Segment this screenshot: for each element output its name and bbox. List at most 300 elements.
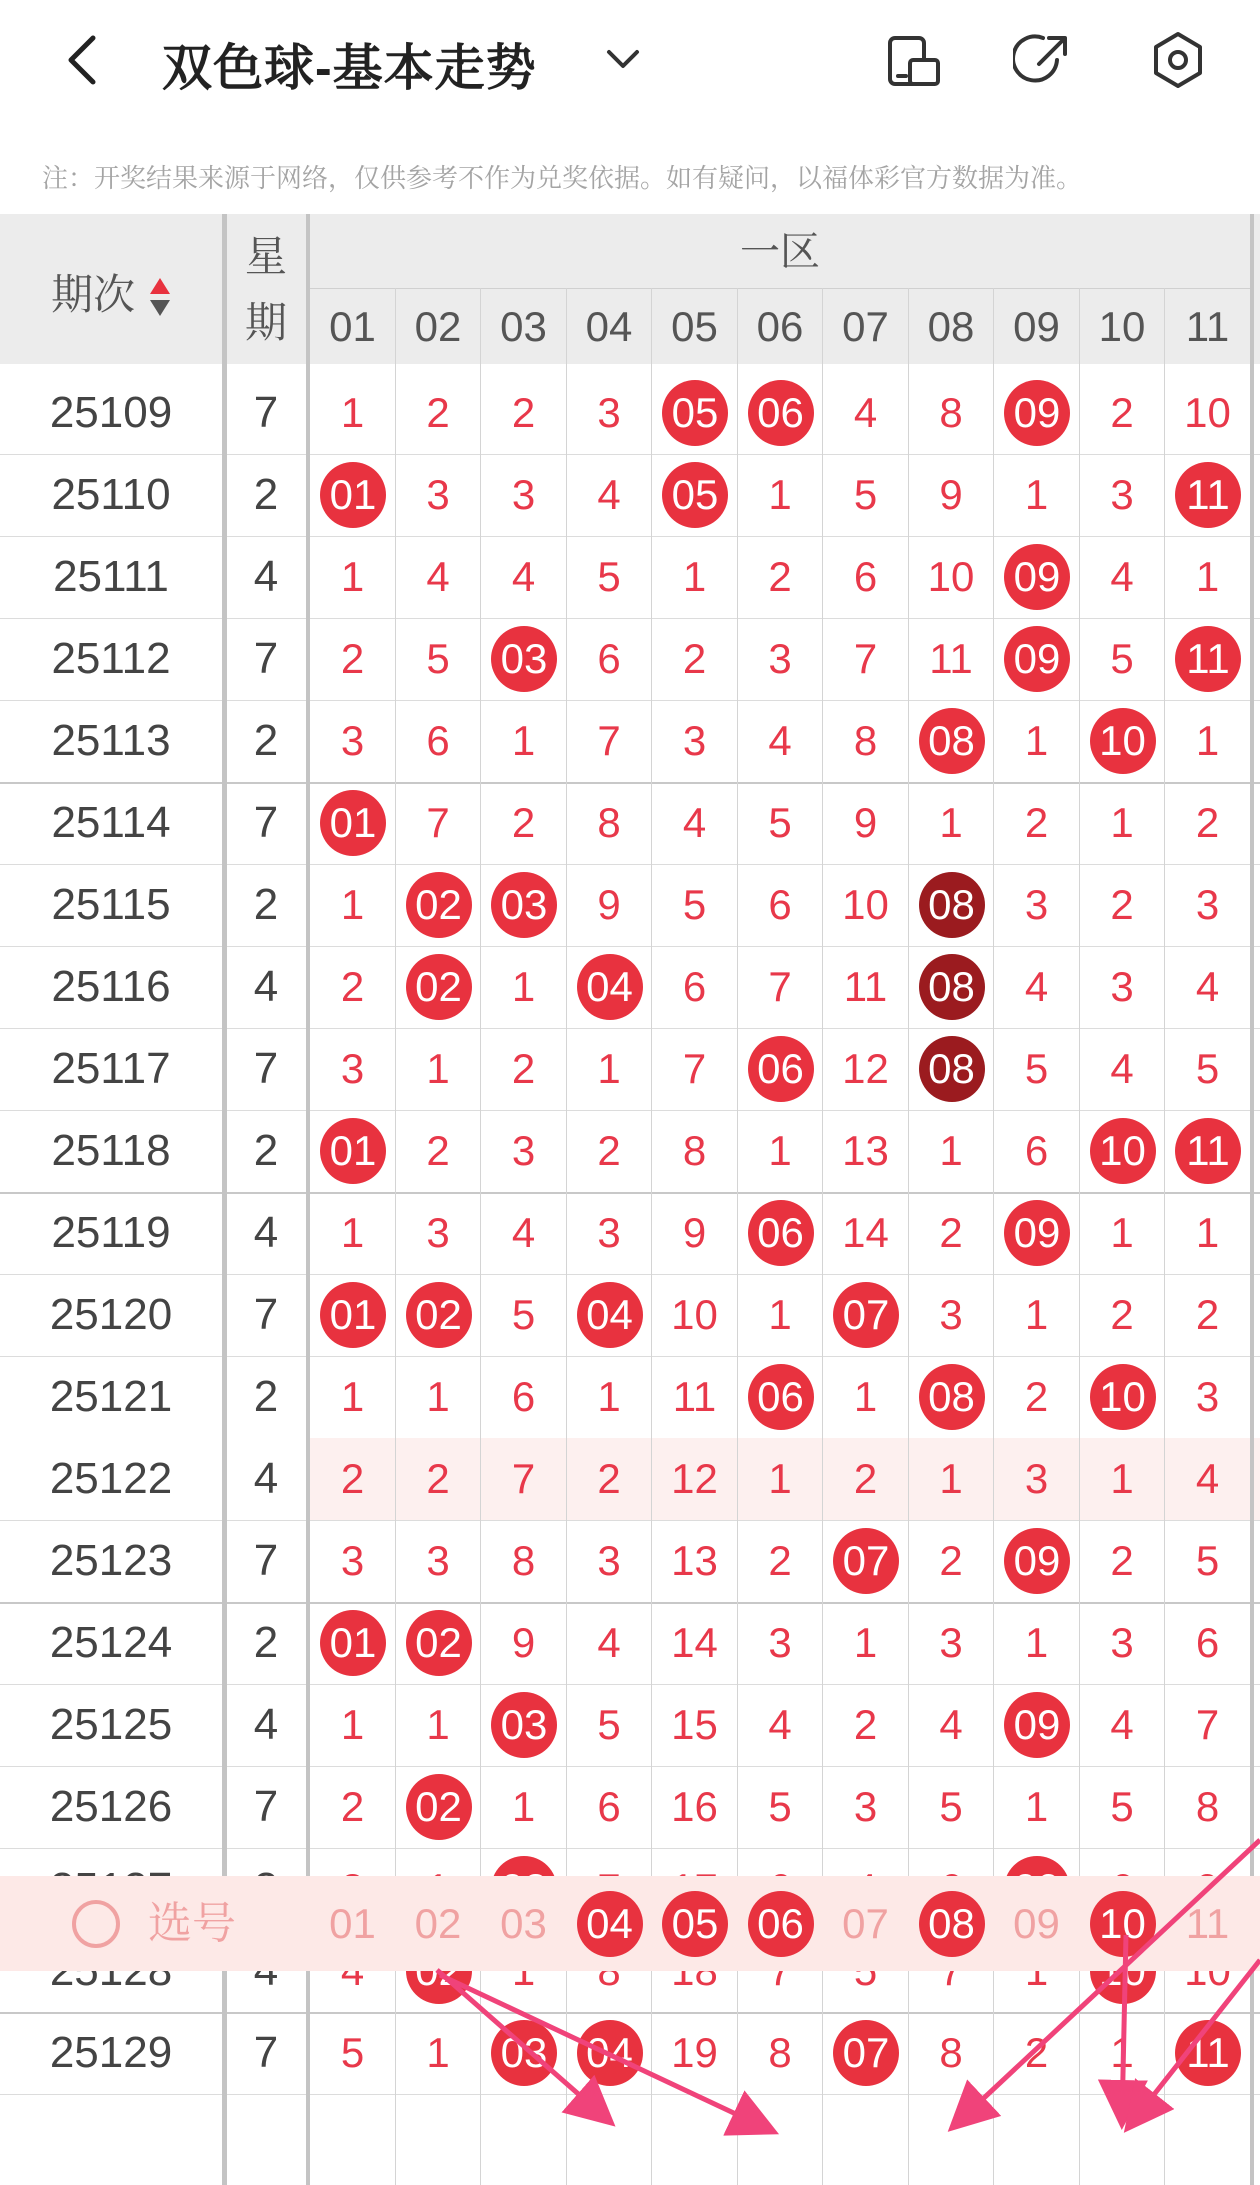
drawn-ball: 06	[748, 1036, 814, 1102]
miss-count: 1	[340, 881, 365, 928]
drawn-ball: 03	[491, 872, 557, 938]
miss-count: 8	[768, 2029, 792, 2076]
miss-count: 4	[1110, 1045, 1134, 1092]
row-issue: 25113	[51, 716, 171, 765]
miss-count: 3	[1024, 881, 1049, 928]
miss-count: 1	[682, 553, 707, 600]
miss-count: 6	[1195, 1619, 1220, 1666]
miss-count: 3	[1110, 471, 1134, 518]
drawn-ball: 06	[748, 380, 814, 446]
col-number-04: 04	[585, 303, 633, 350]
row-weekday: 2	[253, 1618, 279, 1667]
col-number-09: 09	[1013, 303, 1060, 350]
miss-count: 1	[340, 553, 365, 600]
table-row	[0, 536, 1260, 618]
miss-count: 6	[768, 881, 792, 928]
select-number[interactable]: 09	[1013, 1900, 1060, 1947]
col-issue-label: 期次	[51, 271, 136, 318]
row-weekday: 2	[253, 880, 279, 929]
miss-count: 1	[1195, 717, 1220, 764]
miss-count: 1	[597, 1045, 621, 1092]
miss-count: 11	[843, 963, 888, 1010]
col-number-03: 03	[500, 303, 547, 350]
miss-count: 8	[597, 799, 621, 846]
miss-count: 1	[1110, 799, 1134, 846]
miss-count: 13	[671, 1537, 718, 1584]
drawn-ball: 07	[833, 2020, 899, 2086]
selected-number-ball[interactable]: 04	[577, 1891, 643, 1957]
row-issue: 25129	[49, 2028, 173, 2077]
drawn-ball: 05	[662, 462, 728, 528]
col-number-05: 05	[671, 303, 718, 350]
drawn-ball: 11	[1175, 1118, 1241, 1184]
miss-count: 14	[842, 1209, 889, 1256]
row-weekday: 4	[253, 1700, 279, 1749]
miss-count: 5	[1195, 1045, 1220, 1092]
miss-count: 8	[853, 717, 878, 764]
miss-count: 1	[1110, 1209, 1134, 1256]
miss-count: 2	[511, 389, 536, 436]
miss-count: 2	[1024, 2029, 1049, 2076]
miss-count: 6	[597, 1783, 621, 1830]
miss-count: 10	[927, 553, 975, 600]
drawn-ball: 10	[1090, 1118, 1156, 1184]
table-row	[0, 1192, 1260, 1274]
miss-count: 3	[597, 389, 621, 436]
row-weekday: 7	[253, 634, 279, 683]
drawn-ball: 10	[1090, 708, 1156, 774]
drawn-ball: 08	[919, 1364, 985, 1430]
miss-count: 4	[597, 471, 621, 518]
miss-count: 5	[426, 635, 450, 682]
row-issue: 25110	[51, 470, 171, 519]
col-number-10: 10	[1098, 303, 1146, 350]
page-title[interactable]: 双色球-基本走势	[162, 40, 537, 96]
miss-count: 1	[340, 1373, 365, 1420]
select-toggle-icon[interactable]	[72, 1900, 120, 1948]
row-issue: 25111	[53, 552, 169, 601]
drawn-ball: 02	[406, 1610, 472, 1676]
miss-count: 4	[426, 553, 450, 600]
app-header	[0, 0, 1260, 130]
miss-count: 12	[842, 1045, 889, 1092]
drawn-ball: 09	[1004, 1200, 1070, 1266]
miss-count: 5	[1024, 1045, 1049, 1092]
drawn-ball: 01	[320, 790, 386, 856]
miss-count: 3	[511, 1127, 536, 1174]
table-row	[0, 1356, 1260, 1438]
select-number[interactable]: 02	[414, 1900, 462, 1947]
miss-count: 3	[597, 1209, 621, 1256]
row-weekday: 2	[253, 1372, 279, 1421]
miss-count: 2	[1110, 389, 1134, 436]
selected-number-ball[interactable]: 06	[748, 1891, 814, 1957]
miss-count: 1	[853, 1373, 878, 1420]
miss-count: 3	[597, 1537, 621, 1584]
miss-count: 4	[682, 799, 707, 846]
miss-count: 2	[426, 1455, 450, 1502]
table-row	[0, 1520, 1260, 1602]
miss-count: 9	[597, 881, 621, 928]
row-weekday: 7	[253, 1782, 279, 1831]
drawn-ball: 02	[406, 954, 472, 1020]
miss-count: 2	[340, 963, 365, 1010]
miss-count: 8	[939, 389, 963, 436]
miss-count: 4	[597, 1619, 621, 1666]
drawn-ball: 08	[919, 708, 985, 774]
layout-icon[interactable]	[884, 30, 944, 90]
miss-count: 3	[1195, 881, 1220, 928]
row-issue: 25115	[51, 880, 171, 929]
miss-count: 6	[1024, 1127, 1049, 1174]
miss-count: 12	[671, 1455, 718, 1502]
miss-count: 1	[426, 2029, 450, 2076]
miss-count: 13	[842, 1127, 889, 1174]
table-row	[0, 1684, 1260, 1766]
row-issue: 25119	[51, 1208, 171, 1257]
miss-count: 1	[1110, 1455, 1134, 1502]
miss-count: 1	[1024, 1619, 1049, 1666]
row-issue: 25114	[51, 798, 171, 847]
miss-count: 2	[426, 389, 450, 436]
miss-count: 2	[768, 553, 792, 600]
drawn-ball: 02	[406, 1282, 472, 1348]
miss-count: 6	[853, 553, 878, 600]
miss-count: 19	[671, 2029, 718, 2076]
row-issue: 25123	[49, 1536, 173, 1585]
row-weekday: 7	[253, 1290, 279, 1339]
drawn-ball: 09	[1004, 1692, 1070, 1758]
row-issue: 25124	[49, 1618, 173, 1667]
miss-count: 4	[768, 717, 792, 764]
miss-count: 2	[511, 1045, 536, 1092]
miss-count: 2	[939, 1537, 963, 1584]
drawn-ball: 08	[919, 872, 985, 938]
row-issue: 25112	[51, 634, 171, 683]
miss-count: 1	[426, 1701, 450, 1748]
row-issue: 25126	[49, 1782, 173, 1831]
zone-label: 一区	[740, 230, 820, 274]
row-issue: 25116	[51, 962, 171, 1011]
drawn-ball: 03	[491, 626, 557, 692]
miss-count: 3	[1110, 963, 1134, 1010]
col-number-07: 07	[842, 303, 889, 350]
miss-count: 4	[1024, 963, 1049, 1010]
miss-count: 3	[511, 471, 536, 518]
miss-count: 8	[511, 1537, 536, 1584]
miss-count: 3	[426, 1537, 450, 1584]
drawn-ball: 01	[320, 1118, 386, 1184]
miss-count: 1	[340, 1209, 365, 1256]
row-weekday: 4	[253, 962, 279, 1011]
miss-count: 7	[853, 635, 878, 682]
miss-count: 8	[939, 2029, 963, 2076]
drawn-ball: 07	[833, 1282, 899, 1348]
miss-count: 1	[768, 1455, 792, 1502]
row-issue: 25118	[51, 1126, 171, 1175]
drawn-ball: 01	[320, 462, 386, 528]
drawn-ball: 02	[406, 1774, 472, 1840]
miss-count: 14	[671, 1619, 718, 1666]
miss-count: 2	[1024, 1373, 1049, 1420]
drawn-ball: 09	[1004, 544, 1070, 610]
miss-count: 3	[426, 1209, 450, 1256]
miss-count: 3	[939, 1619, 963, 1666]
miss-count: 3	[1110, 1619, 1134, 1666]
miss-count: 7	[1195, 1701, 1220, 1748]
miss-count: 5	[1195, 1537, 1220, 1584]
row-weekday: 7	[253, 1536, 279, 1585]
row-issue: 25117	[51, 1044, 171, 1093]
row-weekday: 2	[253, 1126, 279, 1175]
row-weekday: 2	[253, 470, 279, 519]
selected-number-ball[interactable]: 08	[919, 1891, 985, 1957]
table-row	[0, 946, 1260, 1028]
drawn-ball: 10	[1090, 1364, 1156, 1430]
select-number[interactable]: 07	[842, 1900, 889, 1947]
miss-count: 2	[511, 799, 536, 846]
miss-count: 2	[1110, 1537, 1134, 1584]
miss-count: 4	[511, 1209, 536, 1256]
miss-count: 1	[1024, 1783, 1049, 1830]
miss-count: 4	[939, 1701, 963, 1748]
miss-count: 2	[1110, 881, 1134, 928]
sort-icon[interactable]	[149, 276, 171, 320]
miss-count: 4	[1195, 963, 1220, 1010]
miss-count: 7	[511, 1455, 536, 1502]
miss-count: 2	[768, 1537, 792, 1584]
miss-count: 3	[682, 717, 707, 764]
select-number[interactable]: 11	[1185, 1900, 1230, 1947]
miss-count: 1	[597, 1373, 621, 1420]
miss-count: 6	[511, 1373, 536, 1420]
miss-count: 2	[1195, 1291, 1220, 1338]
miss-count: 4	[511, 553, 536, 600]
drawn-ball: 04	[577, 1282, 643, 1348]
col-number-08: 08	[927, 303, 975, 350]
row-weekday: 7	[253, 388, 279, 437]
miss-count: 1	[1024, 471, 1049, 518]
miss-count: 1	[511, 963, 536, 1010]
col-issue-header[interactable]	[0, 262, 222, 322]
miss-count: 2	[682, 635, 707, 682]
row-weekday: 7	[253, 1044, 279, 1093]
miss-count: 1	[768, 1291, 792, 1338]
miss-count: 2	[426, 1127, 450, 1174]
miss-count: 2	[340, 1783, 365, 1830]
select-label[interactable]: 选号	[148, 1899, 236, 1948]
col-number-02: 02	[414, 303, 462, 350]
miss-count: 1	[1024, 717, 1049, 764]
drawn-ball: 11	[1175, 2020, 1241, 2086]
miss-count: 5	[597, 1701, 621, 1748]
drawn-ball: 08	[919, 1036, 985, 1102]
drawn-ball: 03	[491, 1692, 557, 1758]
miss-count: 10	[842, 881, 889, 928]
drawn-ball: 06	[748, 1200, 814, 1266]
miss-count: 2	[1024, 799, 1049, 846]
row-issue: 25122	[49, 1454, 173, 1503]
miss-count: 5	[768, 1783, 792, 1830]
row-issue: 25121	[49, 1372, 173, 1421]
miss-count: 5	[768, 799, 792, 846]
miss-count: 10	[671, 1291, 718, 1338]
miss-count: 1	[1195, 1209, 1220, 1256]
drawn-ball: 09	[1004, 380, 1070, 446]
row-weekday: 4	[253, 1208, 279, 1257]
miss-count: 3	[1195, 1373, 1220, 1420]
table-row	[0, 1438, 1260, 1520]
drawn-ball: 04	[577, 2020, 643, 2086]
miss-count: 2	[597, 1455, 621, 1502]
row-issue: 25120	[49, 1290, 173, 1339]
miss-count: 1	[426, 1045, 450, 1092]
miss-count: 1	[426, 1373, 450, 1420]
miss-count: 5	[511, 1291, 536, 1338]
miss-count: 3	[768, 1619, 792, 1666]
drawn-ball: 01	[320, 1282, 386, 1348]
miss-count: 3	[1024, 1455, 1049, 1502]
drawn-ball: 03	[491, 2020, 557, 2086]
miss-count: 6	[597, 635, 621, 682]
table-row	[0, 1602, 1260, 1684]
miss-count: 6	[682, 963, 707, 1010]
selected-number-ball[interactable]: 10	[1090, 1891, 1156, 1957]
miss-count: 9	[682, 1209, 707, 1256]
miss-count: 4	[768, 1701, 792, 1748]
table-row	[0, 372, 1260, 454]
drawn-ball: 01	[320, 1610, 386, 1676]
miss-count: 7	[682, 1045, 707, 1092]
drawn-ball: 11	[1175, 462, 1241, 528]
miss-count: 15	[671, 1701, 718, 1748]
miss-count: 5	[340, 2029, 365, 2076]
miss-count: 11	[672, 1373, 717, 1420]
selected-number-ball[interactable]: 05	[662, 1891, 728, 1957]
drawn-ball: 07	[833, 1528, 899, 1594]
miss-count: 7	[426, 799, 450, 846]
table-row	[0, 2012, 1260, 2094]
miss-count: 1	[1195, 553, 1220, 600]
miss-count: 3	[939, 1291, 963, 1338]
miss-count: 1	[939, 1127, 963, 1174]
table-row	[0, 864, 1260, 946]
table-row	[0, 618, 1260, 700]
miss-count: 2	[597, 1127, 621, 1174]
drawn-ball: 04	[577, 954, 643, 1020]
share-icon[interactable]	[1013, 30, 1073, 90]
row-weekday: 4	[253, 1454, 279, 1503]
row-weekday: 4	[253, 552, 279, 601]
drawn-ball: 11	[1175, 626, 1241, 692]
miss-count: 4	[1110, 553, 1134, 600]
table-row	[0, 700, 1260, 782]
drawn-ball: 05	[662, 380, 728, 446]
select-number[interactable]: 03	[500, 1900, 547, 1947]
col-number-06: 06	[756, 303, 804, 350]
miss-count: 3	[768, 635, 792, 682]
drawn-ball: 02	[406, 872, 472, 938]
chevron-down-icon[interactable]	[603, 38, 643, 78]
miss-count: 8	[1195, 1783, 1220, 1830]
miss-count: 7	[597, 717, 621, 764]
miss-count: 1	[340, 389, 365, 436]
drawn-ball: 09	[1004, 626, 1070, 692]
drawn-ball: 06	[748, 1364, 814, 1430]
miss-count: 2	[340, 1455, 365, 1502]
miss-count: 1	[853, 1619, 878, 1666]
miss-count: 5	[597, 553, 621, 600]
miss-count: 11	[929, 635, 973, 682]
table-row	[0, 1766, 1260, 1848]
table-row	[0, 1028, 1260, 1110]
miss-count: 1	[768, 471, 792, 518]
table-row	[0, 782, 1260, 864]
row-weekday: 2	[253, 716, 279, 765]
miss-count: 1	[1024, 1291, 1049, 1338]
miss-count: 6	[426, 717, 450, 764]
drawn-ball: 08	[919, 954, 985, 1020]
miss-count: 2	[1110, 1291, 1134, 1338]
miss-count: 3	[340, 717, 365, 764]
miss-count: 1	[939, 799, 963, 846]
miss-count: 1	[768, 1127, 792, 1174]
miss-count: 5	[1110, 1783, 1134, 1830]
disclaimer-note: 注：开奖结果来源于网络，仅供参考不作为兑奖依据。如有疑问，以福体彩官方数据为准。	[42, 163, 1083, 193]
table-row	[0, 1110, 1260, 1192]
miss-count: 4	[1195, 1455, 1220, 1502]
miss-count: 3	[340, 1045, 365, 1092]
miss-count: 2	[1195, 799, 1220, 846]
miss-count: 7	[768, 963, 792, 1010]
drawn-ball: 09	[1004, 1528, 1070, 1594]
miss-count: 3	[853, 1783, 878, 1830]
miss-count: 2	[853, 1455, 878, 1502]
row-issue: 25109	[49, 388, 173, 437]
table-row	[0, 1274, 1260, 1356]
miss-count: 9	[511, 1619, 536, 1666]
miss-count: 1	[511, 1783, 536, 1830]
table-row	[0, 454, 1260, 536]
settings-icon[interactable]	[1148, 30, 1208, 90]
col-number-11: 11	[1185, 303, 1230, 350]
col-weekday-header: 星 期	[244, 233, 287, 346]
miss-count: 9	[853, 799, 878, 846]
miss-count: 3	[340, 1537, 365, 1584]
miss-count: 4	[853, 389, 878, 436]
back-icon[interactable]	[55, 30, 115, 90]
miss-count: 1	[511, 717, 536, 764]
miss-count: 1	[1110, 2029, 1134, 2076]
select-number[interactable]: 01	[329, 1900, 376, 1947]
miss-count: 1	[340, 1701, 365, 1748]
col-number-01: 01	[329, 303, 376, 350]
miss-count: 2	[340, 635, 365, 682]
miss-count: 1	[939, 1455, 963, 1502]
miss-count: 4	[1110, 1701, 1134, 1748]
miss-count: 5	[853, 471, 878, 518]
miss-count: 8	[682, 1127, 707, 1174]
row-weekday: 7	[253, 2028, 279, 2077]
row-weekday: 7	[253, 798, 279, 847]
row-issue: 25125	[49, 1700, 173, 1749]
miss-count: 16	[671, 1783, 718, 1830]
miss-count: 5	[682, 881, 707, 928]
miss-count: 2	[853, 1701, 878, 1748]
miss-count: 2	[939, 1209, 963, 1256]
miss-count: 10	[1184, 389, 1231, 436]
miss-count: 5	[1110, 635, 1134, 682]
